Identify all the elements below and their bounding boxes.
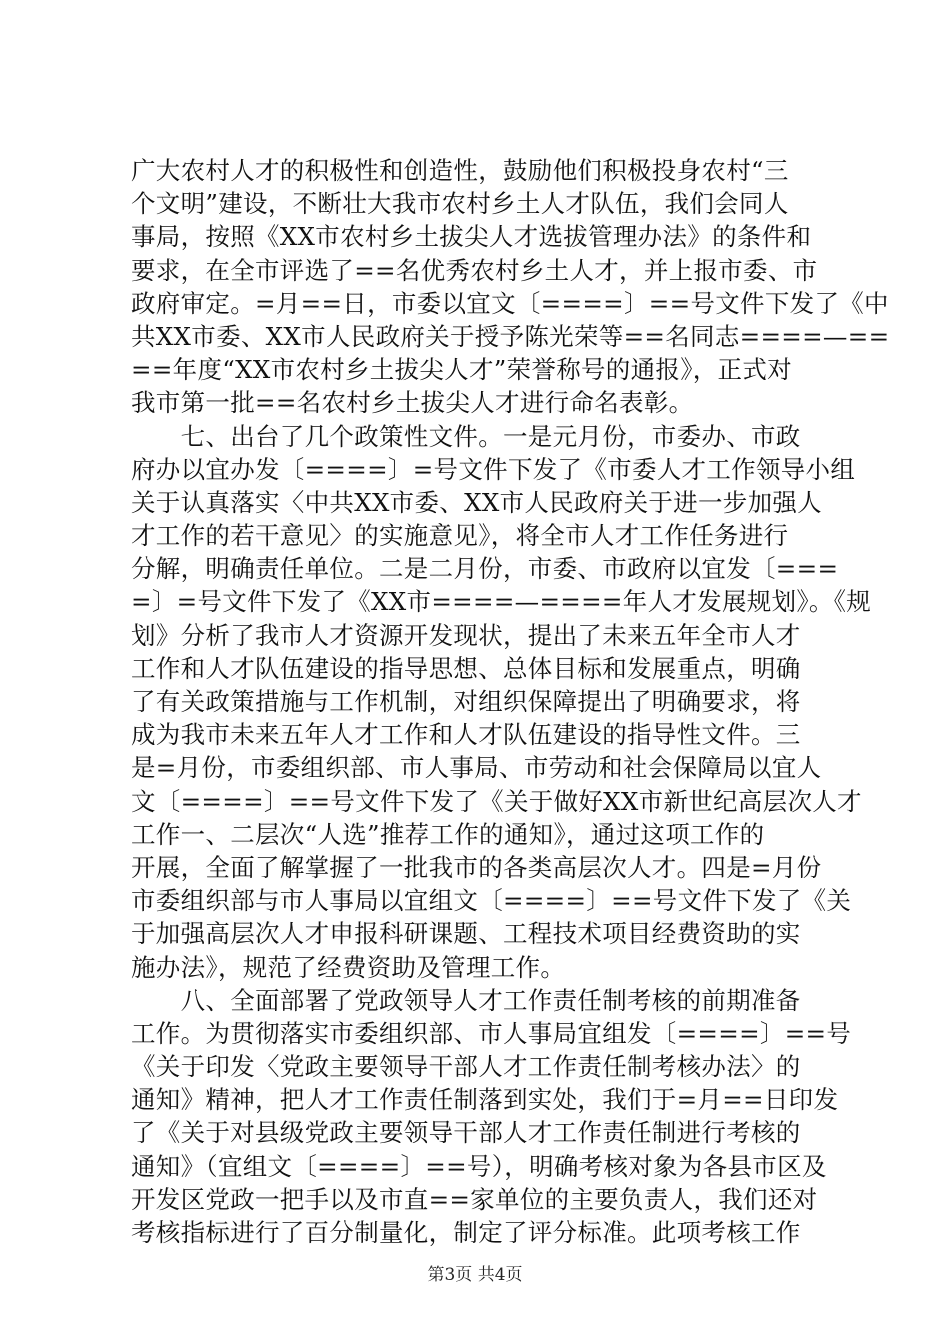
text-line: 广大农村人才的积极性和创造性，鼓励他们积极投身农村“三 (131, 156, 789, 185)
text-line: =〕=号文件下发了《XX市====—====年人才发展规划》。《规 (131, 587, 872, 617)
text-line: ==年度“XX市农村乡土拔尖人才”荣誉称号的通报》，正式对 (131, 355, 792, 385)
text-line: 《关于印发〈党政主要领导干部人才工作责任制考核办法〉的 (131, 1052, 801, 1082)
text-line: 通知》（宜组文〔====〕==号），明确考核对象为各县市区及 (131, 1151, 827, 1181)
text-line: 划》分析了我市人才资源开发现状，提出了未来五年全市人才 (131, 620, 801, 650)
text-line: 了《关于对县级党政主要领导干部人才工作责任制进行考核的 (131, 1118, 801, 1148)
text-line: 施办法》，规范了经费资助及管理工作。 (131, 952, 566, 982)
text-line: 成为我市未来五年人才工作和人才队伍建设的指导性文件。三 (131, 720, 801, 750)
text-line: 事局，按照《XX市农村乡土拔尖人才选拔管理办法》的条件和 (131, 222, 812, 252)
text-line: 工作一、二层次“人选”推荐工作的通知》，通过这项工作的 (131, 819, 765, 849)
text-line: 要求，在全市评选了==名优秀农村乡土人才，并上报市委、市 (131, 255, 818, 285)
document-body (131, 154, 890, 1249)
text-line: 关于认真落实〈中共XX市委、XX市人民政府关于进一步加强人 (131, 487, 822, 517)
text-line: 八、全面部署了党政领导人才工作责任制考核的前期准备 (131, 985, 801, 1015)
text-line: 通知》精神，把人才工作责任制落到实处，我们于=月==日印发 (131, 1085, 839, 1115)
text-line: 才工作的若干意见〉的实施意见》，将全市人才工作任务进行 (131, 521, 789, 551)
text-line: 政府审定。=月==日，市委以宜文〔====〕==号文件下发了《中 (131, 288, 889, 318)
text-line: 共XX市委、XX市人民政府关于授予陈光荣等==名同志====—== (131, 321, 890, 351)
text-line: 府办以宜办发〔====〕=号文件下发了《市委人才工作领导小组 (131, 454, 856, 484)
text-line: 工作。为贯彻落实市委组织部、市人事局宜组发〔====〕==号 (131, 1018, 852, 1048)
text-line: 工作和人才队伍建设的指导思想、总体目标和发展重点，明确 (131, 653, 801, 683)
text-line: 我市第一批==名农村乡土拔尖人才进行命名表彰。 (131, 388, 694, 418)
text-line: 了有关政策措施与工作机制，对组织保障提出了明确要求，将 (131, 687, 801, 716)
text-line: 开展，全面了解掌握了一批我市的各类高层次人才。四是=月份 (131, 852, 822, 882)
text-line: 考核指标进行了百分制量化，制定了评分标准。此项考核工作 (131, 1218, 801, 1247)
text-line: 分解，明确责任单位。二是二月份，市委、市政府以宜发〔=== (131, 554, 839, 584)
text-line: 文〔====〕==号文件下发了《关于做好XX市新世纪高层次人才 (131, 786, 862, 816)
text-line: 于加强高层次人才申报科研课题、工程技术项目经费资助的实 (131, 919, 801, 949)
text-line: 个文明”建设，不断壮大我市农村乡土人才队伍，我们会同人 (131, 189, 789, 219)
text-line: 开发区党政一把手以及市直==家单位的主要负责人，我们还对 (131, 1184, 818, 1214)
text-line: 七、出台了几个政策性文件。一是元月份，市委办、市政 (131, 421, 801, 451)
text-line: 是=月份，市委组织部、市人事局、市劳动和社会保障局以宜人 (131, 753, 822, 783)
page-footer (0, 1265, 950, 1285)
text-line: 市委组织部与市人事局以宜组文〔====〕==号文件下发了《关 (131, 886, 852, 916)
page-number: 第3页 共4页 (427, 1265, 523, 1285)
